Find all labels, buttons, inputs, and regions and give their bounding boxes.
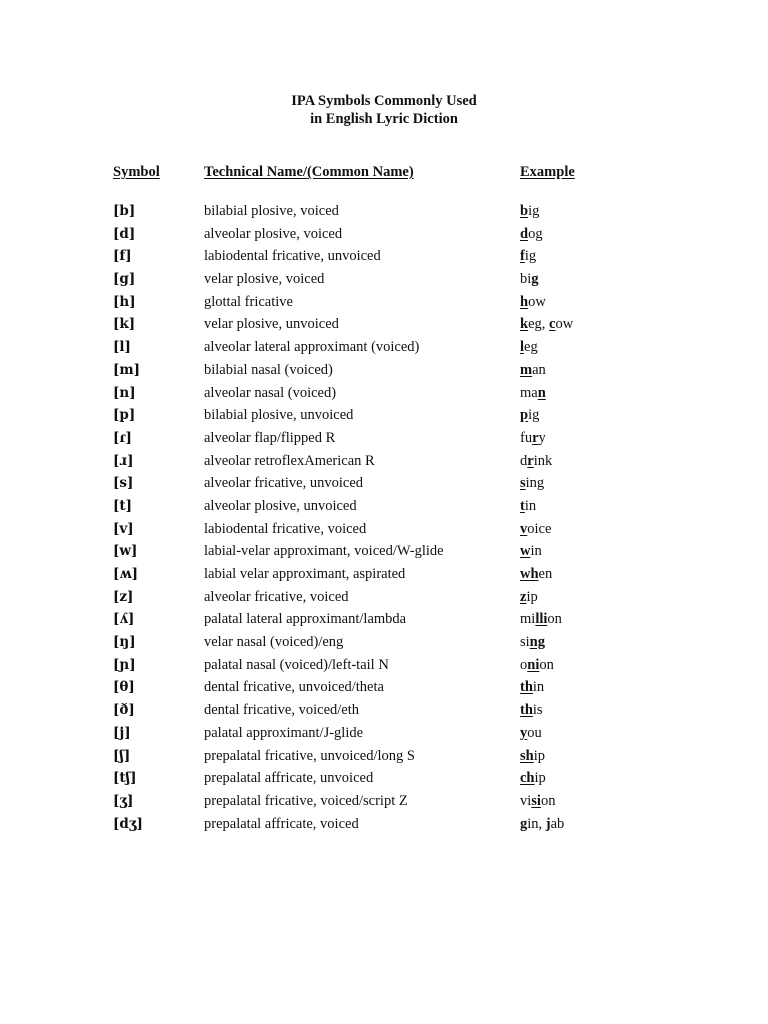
example-text: in, [527, 815, 546, 832]
example-text: fu [520, 429, 533, 446]
example-word [520, 633, 545, 651]
table-row [0, 588, 768, 611]
ipa-symbol: [l] [113, 339, 131, 356]
table-row [0, 315, 768, 338]
example-highlight: y [520, 724, 528, 741]
ipa-symbol: [ʍ] [113, 566, 139, 582]
example-highlight: w [520, 543, 531, 560]
ipa-symbol: [k] [113, 316, 136, 333]
example-word [520, 769, 546, 787]
example-highlight: n [537, 384, 546, 401]
technical-name: labiodental fricative, unvoiced [204, 248, 381, 265]
example-word [520, 520, 551, 538]
example-highlight: s [520, 475, 526, 492]
example-text: eg, [528, 316, 550, 333]
example-highlight: wh [520, 566, 539, 582]
example-highlight: g [520, 815, 528, 832]
technical-name: prepalatal fricative, unvoiced/long S [204, 747, 415, 764]
table-row [0, 497, 768, 520]
technical-name: velar plosive, unvoiced [204, 316, 339, 333]
example-text: ig [528, 407, 540, 424]
example-highlight: z [520, 588, 527, 605]
table-row [0, 633, 768, 656]
example-word [520, 792, 555, 810]
example-text: ink [533, 452, 553, 469]
technical-name: alveolar fricative, voiced [204, 588, 349, 605]
technical-name: bilabial plosive, voiced [204, 203, 339, 219]
ipa-symbol: [ʃ] [113, 747, 131, 764]
example-word [520, 588, 538, 606]
ipa-symbol: [n] [113, 384, 136, 401]
technical-name: palatal nasal (voiced)/left-tail N [204, 656, 389, 673]
example-text: d [520, 452, 528, 469]
table-row [0, 656, 768, 679]
example-text: ow [528, 293, 546, 310]
table-row [0, 338, 768, 361]
technical-name: prepalatal fricative, voiced/script Z [204, 792, 408, 809]
example-word [520, 429, 546, 447]
table-row [0, 701, 768, 724]
technical-name: alveolar plosive, voiced [204, 225, 343, 242]
example-text: ip [526, 588, 538, 605]
ipa-symbol: [dʒ] [113, 815, 143, 832]
example-highlight: r [527, 452, 534, 469]
example-word [520, 815, 564, 833]
title-line-2: in English Lyric Diction [310, 111, 458, 127]
example-highlight: m [520, 361, 533, 378]
example-text: oice [527, 520, 552, 537]
example-word [520, 542, 542, 560]
technical-name: labiodental fricative, voiced [204, 520, 367, 537]
ipa-symbol: [ŋ] [113, 634, 136, 651]
example-text: vi [520, 792, 532, 809]
example-highlight: ng [529, 634, 545, 651]
table-row [0, 724, 768, 747]
header-symbol: Symbol [113, 164, 160, 180]
example-text: en [538, 566, 553, 582]
example-text: ow [555, 316, 574, 333]
ipa-symbol: [m] [113, 361, 141, 378]
table-row [0, 202, 768, 225]
document-title [0, 92, 768, 128]
table-row [0, 678, 768, 701]
example-text: si [520, 634, 530, 651]
technical-name: alveolar fricative, unvoiced [204, 475, 364, 492]
ipa-symbol: [θ] [113, 679, 135, 696]
example-text: y [538, 429, 546, 446]
example-text: on [539, 656, 554, 673]
table-row [0, 384, 768, 407]
technical-name: labial velar approximant, aspirated [204, 566, 406, 582]
technical-name: alveolar plosive, unvoiced [204, 497, 357, 514]
example-text: ma [520, 384, 538, 401]
header-example: Example [520, 164, 575, 180]
example-text: ig [528, 203, 540, 219]
example-word [520, 656, 554, 674]
title-line-1: IPA Symbols Commonly Used [291, 93, 477, 109]
example-highlight: b [520, 203, 529, 219]
example-text: on [540, 792, 556, 809]
example-highlight: lli [535, 611, 548, 628]
ipa-symbol: [s] [113, 475, 134, 492]
table-row [0, 270, 768, 293]
example-word [520, 565, 552, 583]
ipa-symbol: [ʎ] [113, 611, 135, 628]
ipa-symbol: [b] [113, 203, 136, 219]
table-row [0, 429, 768, 452]
ipa-symbol: [tʃ] [113, 770, 137, 787]
example-highlight: ch [520, 770, 535, 787]
table-row [0, 361, 768, 384]
example-word [520, 610, 562, 628]
example-text: og [528, 225, 543, 242]
technical-name: velar plosive, voiced [204, 271, 325, 288]
example-text: on [547, 611, 562, 628]
example-highlight: j [545, 815, 551, 832]
example-highlight: ni [527, 656, 540, 673]
ipa-symbol: [g] [113, 271, 136, 288]
ipa-symbol: [w] [113, 543, 138, 560]
technical-name: alveolar nasal (voiced) [204, 384, 337, 401]
technical-name: dental fricative, unvoiced/theta [204, 679, 384, 696]
table-row [0, 452, 768, 475]
example-text: in [530, 543, 542, 560]
ipa-symbol: [ɾ] [113, 429, 132, 446]
technical-name: labial-velar approximant, voiced/W-glide [204, 543, 444, 560]
example-text: ab [550, 815, 565, 832]
example-word [520, 247, 536, 265]
table-row [0, 542, 768, 565]
table-row [0, 815, 768, 838]
technical-name: bilabial plosive, unvoiced [204, 407, 354, 424]
technical-name: alveolar retroflexAmerican R [204, 452, 375, 469]
ipa-symbol: [ð] [113, 702, 135, 719]
ipa-symbol: [f] [113, 248, 132, 265]
example-text: ou [527, 724, 542, 741]
table-row [0, 225, 768, 248]
example-highlight: r [532, 429, 539, 446]
example-text: ig [524, 248, 537, 265]
example-word [520, 701, 543, 719]
example-highlight: v [520, 520, 528, 537]
table-row [0, 747, 768, 770]
example-highlight: g [531, 271, 539, 288]
technical-name: prepalatal affricate, voiced [204, 815, 359, 832]
example-word [520, 452, 552, 470]
table-row [0, 247, 768, 270]
example-highlight: h [520, 293, 529, 310]
technical-name: prepalatal affricate, unvoiced [204, 770, 374, 787]
example-highlight: d [520, 225, 529, 242]
example-text: ing [525, 475, 545, 492]
ipa-symbol: [v] [113, 520, 134, 537]
example-text: is [532, 702, 543, 719]
example-text: o [520, 656, 528, 673]
table-row [0, 406, 768, 429]
example-word [520, 225, 543, 243]
example-highlight: k [520, 316, 529, 333]
example-word [520, 338, 538, 356]
table-header [0, 164, 768, 184]
example-text: eg [524, 339, 538, 356]
table-row [0, 610, 768, 633]
table-row [0, 565, 768, 588]
ipa-symbol: [z] [113, 588, 134, 605]
ipa-symbol: [ɲ] [113, 656, 136, 673]
example-highlight: th [520, 702, 533, 719]
technical-name: alveolar flap/flipped R [204, 429, 336, 446]
table-row [0, 792, 768, 815]
ipa-symbol: [d] [113, 225, 136, 242]
table-row [0, 293, 768, 316]
technical-name: bilabial nasal (voiced) [204, 361, 333, 378]
technical-name: palatal lateral approximant/lambda [204, 611, 407, 628]
example-highlight: sh [520, 747, 534, 764]
example-highlight: p [520, 407, 529, 424]
ipa-symbol: [j] [113, 724, 131, 741]
example-word [520, 406, 539, 424]
example-highlight: th [520, 679, 533, 696]
example-word [520, 384, 546, 402]
example-highlight: l [520, 339, 525, 356]
table-row [0, 520, 768, 543]
example-word [520, 474, 544, 492]
example-text: ip [534, 770, 546, 787]
technical-name: palatal approximant/J-glide [204, 724, 364, 741]
example-highlight: c [549, 316, 556, 333]
header-technical-name: Technical Name/(Common Name) [204, 164, 414, 180]
example-text: in [524, 497, 537, 514]
example-text: mi [520, 611, 536, 628]
example-highlight: si [531, 792, 541, 809]
example-word [520, 361, 546, 379]
table-row [0, 474, 768, 497]
example-word [520, 270, 539, 288]
symbol-table [0, 202, 768, 837]
example-word [520, 315, 573, 333]
example-word [520, 678, 544, 696]
table-row [0, 769, 768, 792]
example-word [520, 724, 542, 742]
technical-name: glottal fricative [204, 293, 293, 310]
ipa-symbol: [p] [113, 407, 136, 424]
technical-name: alveolar lateral approximant (voiced) [204, 339, 420, 356]
example-highlight: t [520, 497, 525, 514]
example-text: bi [520, 271, 532, 288]
example-word [520, 293, 546, 311]
technical-name: velar nasal (voiced)/eng [204, 634, 344, 651]
ipa-symbol: [t] [113, 497, 133, 514]
example-highlight: f [520, 248, 525, 265]
ipa-symbol: [ʒ] [113, 792, 134, 809]
example-word [520, 747, 545, 765]
example-text: an [532, 361, 546, 378]
ipa-symbol: [h] [113, 293, 136, 310]
example-word [520, 497, 536, 515]
example-text: ip [533, 747, 545, 764]
technical-name: dental fricative, voiced/eth [204, 702, 359, 719]
example-text: in [532, 679, 545, 696]
example-word [520, 202, 539, 220]
ipa-symbol: [ɹ] [113, 452, 134, 469]
